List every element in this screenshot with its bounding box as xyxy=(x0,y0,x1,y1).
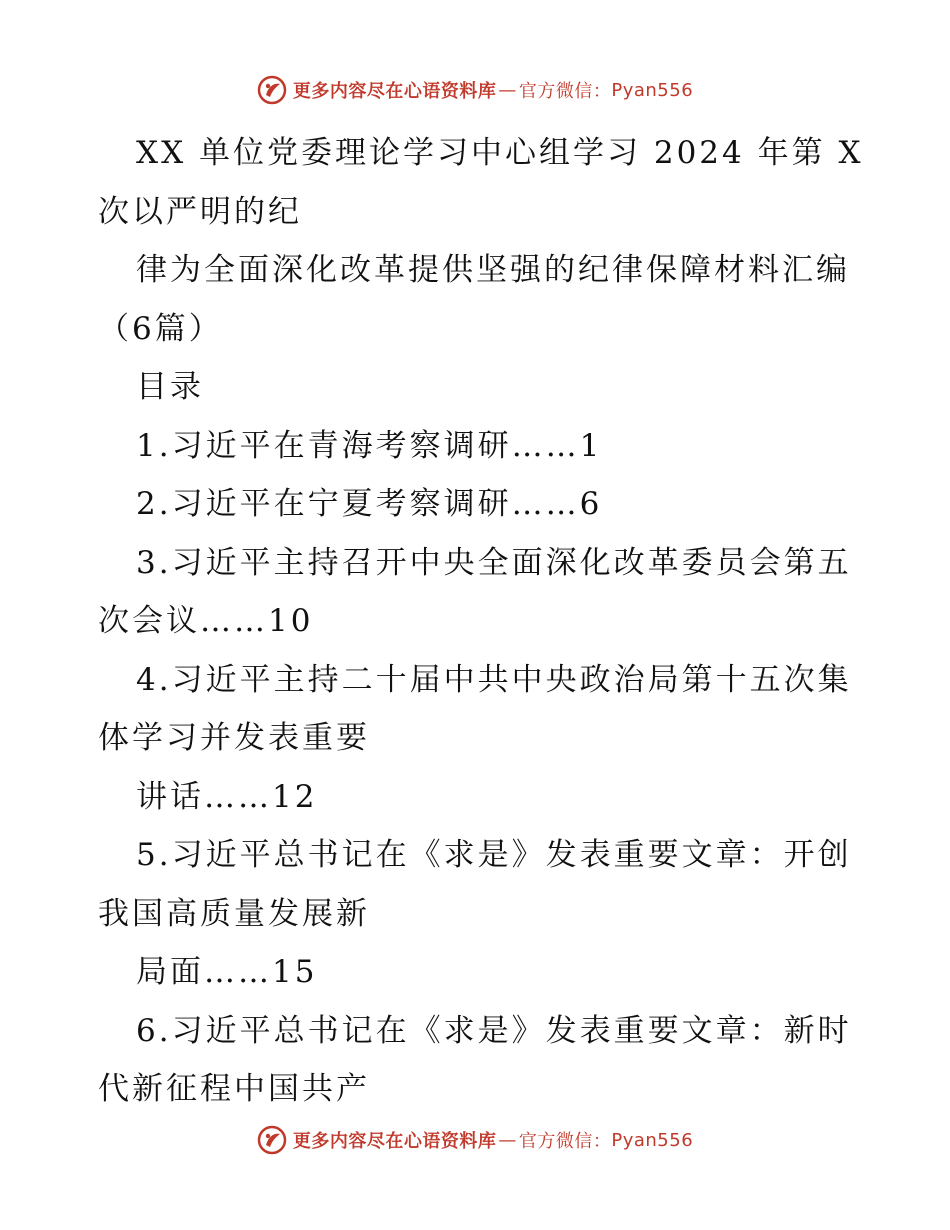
document-body xyxy=(98,124,864,1119)
banner-official-label: 官方微信： xyxy=(518,81,612,102)
doc-title-line-1: XX 单位党委理论学习中心组学习 2024 年第 X xyxy=(136,135,864,171)
doc-title-line-2: 次以严明的纪 xyxy=(98,193,302,230)
toc-item-6: 6.习近平总书记在《求是》发表重要文章：新时 xyxy=(136,1012,852,1049)
toc-item-3: 3.习近平主持召开中央全面深化改革委员会第五 xyxy=(136,544,852,581)
footer-official-label: 官方微信： xyxy=(518,1131,612,1152)
toc-item-2: 2.习近平在宁夏考察调研……6 xyxy=(136,486,603,522)
banner-brand-text: 更多内容尽在心语资料库 xyxy=(292,81,497,102)
banner-dash: — xyxy=(498,79,517,101)
header-banner xyxy=(0,70,950,110)
footer-dash: — xyxy=(498,1129,517,1151)
footer-brand-text: 更多内容尽在心语资料库 xyxy=(292,1131,497,1152)
brand-logo-icon xyxy=(257,1125,287,1155)
toc-item-4-cont-2: 讲话……12 xyxy=(136,778,318,815)
toc-item-3-cont: 次会议……10 xyxy=(98,603,314,639)
toc-item-5: 5.习近平总书记在《求是》发表重要文章：开创 xyxy=(136,837,852,873)
doc-title-line-3: 律为全面深化改革提供坚强的纪律保障材料汇编 xyxy=(136,252,850,288)
toc-heading: 目录 xyxy=(136,369,204,405)
brand-logo-icon xyxy=(257,75,287,105)
toc-item-6-cont: 代新征程中国共产 xyxy=(98,1071,370,1107)
toc-item-5-cont-2: 局面……15 xyxy=(136,954,318,990)
banner-wechat-id: Pyan556 xyxy=(611,79,694,101)
toc-item-5-cont: 我国高质量发展新 xyxy=(98,895,370,932)
toc-item-4-cont: 体学习并发表重要 xyxy=(98,720,370,756)
doc-title-line-4: （6篇） xyxy=(98,310,223,347)
footer-banner xyxy=(0,1120,950,1160)
footer-wechat-id: Pyan556 xyxy=(611,1129,694,1151)
toc-item-1: 1.习近平在青海考察调研……1 xyxy=(136,427,603,464)
toc-item-4: 4.习近平主持二十届中共中央政治局第十五次集 xyxy=(136,661,852,698)
